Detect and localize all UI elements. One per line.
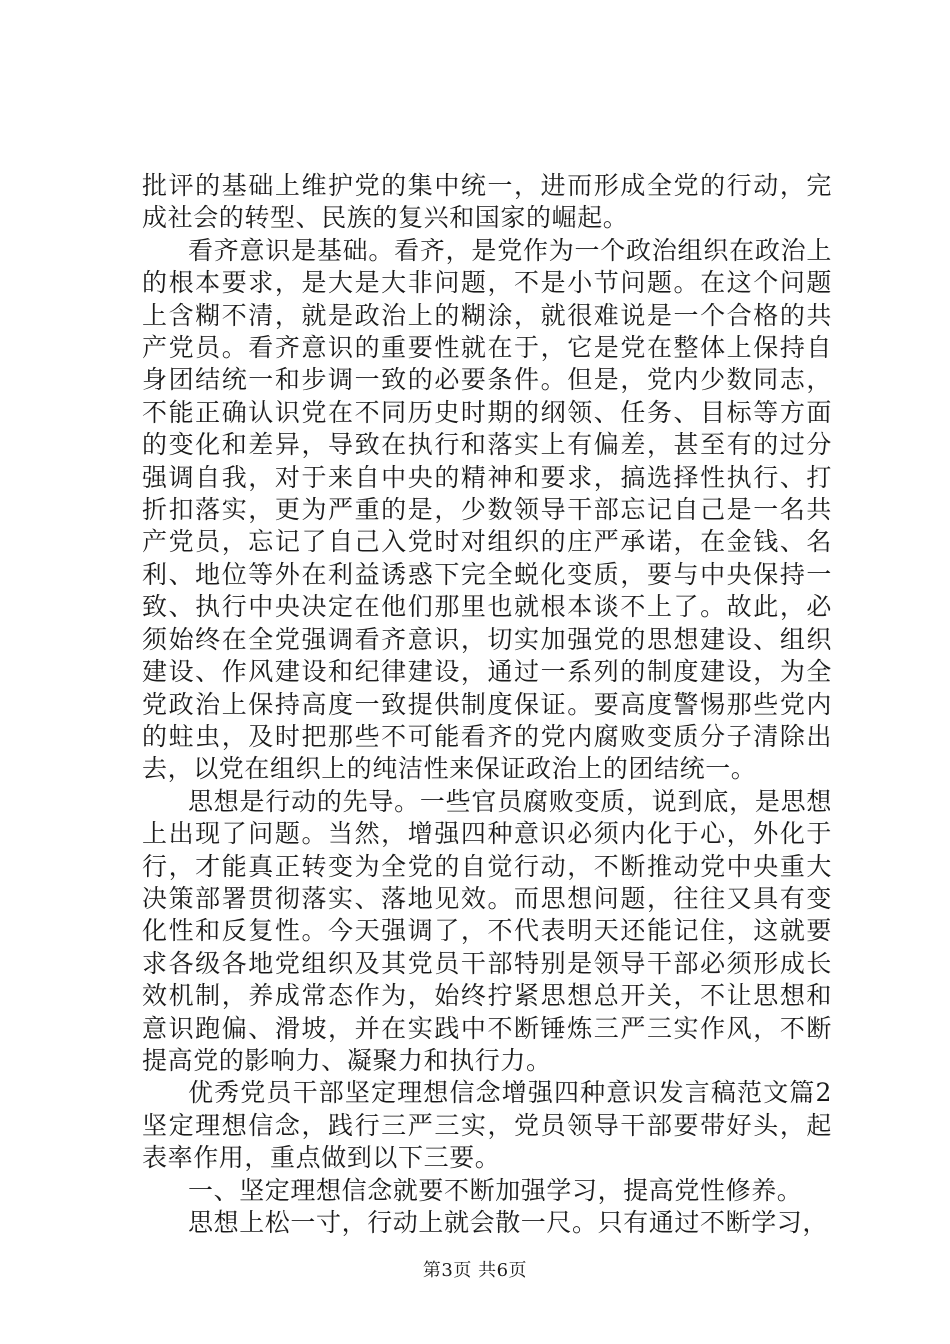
paragraph-continuation: 批评的基础上维护党的集中统一，进而形成全党的行动，完成社会的转型、民族的复兴和国家的崛起。: [142, 171, 832, 233]
paragraph-speech-title: 优秀党员干部坚定理想信念增强四种意识发言稿范文篇2坚定理想信念，践行三严三实，党员领导干部要带好头，起表率作用，重点做到以下三要。: [142, 1078, 832, 1173]
document-body: [142, 170, 832, 1239]
paragraph-study-intro: 思想上松一寸，行动上就会散一尺。只有通过不断学习，: [188, 1208, 829, 1237]
paragraph-alignment-awareness: 看齐意识是基础。看齐，是党作为一个政治组织在政治上的根本要求，是大是大非问题，不是小节问题。在这个问题上含糊不清，就是政治上的糊涂，就很难说是一个合格的共产党员。看齐意识的重要性就在于，它是党在整体上保持自身团结统一和步调一致的必要条件。但是，党内少数同志，不能正确认识党在不同历史时期的纲领、任务、目标等方面的变化和差异，导致在执行和落实上有偏差，甚至有的过分强调自我，对于来自中央的精神和要求，搞选择性执行、打折扣落实，更为严重的是，少数领导干部忘记自己是一名共产党员，忘记了自己入党时对组织的庄严承诺，在金钱、名利、地位等外在利益诱惑下完全蜕化变质，要与中央保持一致、执行中央决定在他们那里也就根本谈不上了。故此，必须始终在全党强调看齐意识，切实加强党的思想建设、组织建设、作风建设和纪律建设，通过一系列的制度建设，为全党政治上保持高度一致提供制度保证。要高度警惕那些党内的蛀虫，及时把那些不可能看齐的党内腐败变质分子清除出去，以党在组织上的纯洁性来保证政治上的团结统一。: [142, 235, 832, 784]
section-heading-one: 一、坚定理想信念就要不断加强学习，提高党性修养。: [188, 1175, 803, 1205]
page-number-footer: 第3页 共6页: [422, 1260, 528, 1281]
paragraph-thought-guides-action: 思想是行动的先导。一些官员腐败变质，说到底，是思想上出现了问题。当然，增强四种意识必须内化于心，外化于行，才能真正转变为全党的自觉行动，不断推动党中央重大决策部署贯彻落实、落地见效。而思想问题，往往又具有变化性和反复性。今天强调了，不代表明天还能记住，这就要求各级各地党组织及其党员干部特别是领导干部必须形成长效机制，养成常态作为，始终拧紧思想总开关，不让思想和意识跑偏、滑坡，并在实践中不断锤炼三严三实作风，不断提高党的影响力、凝聚力和执行力。: [142, 786, 832, 1075]
